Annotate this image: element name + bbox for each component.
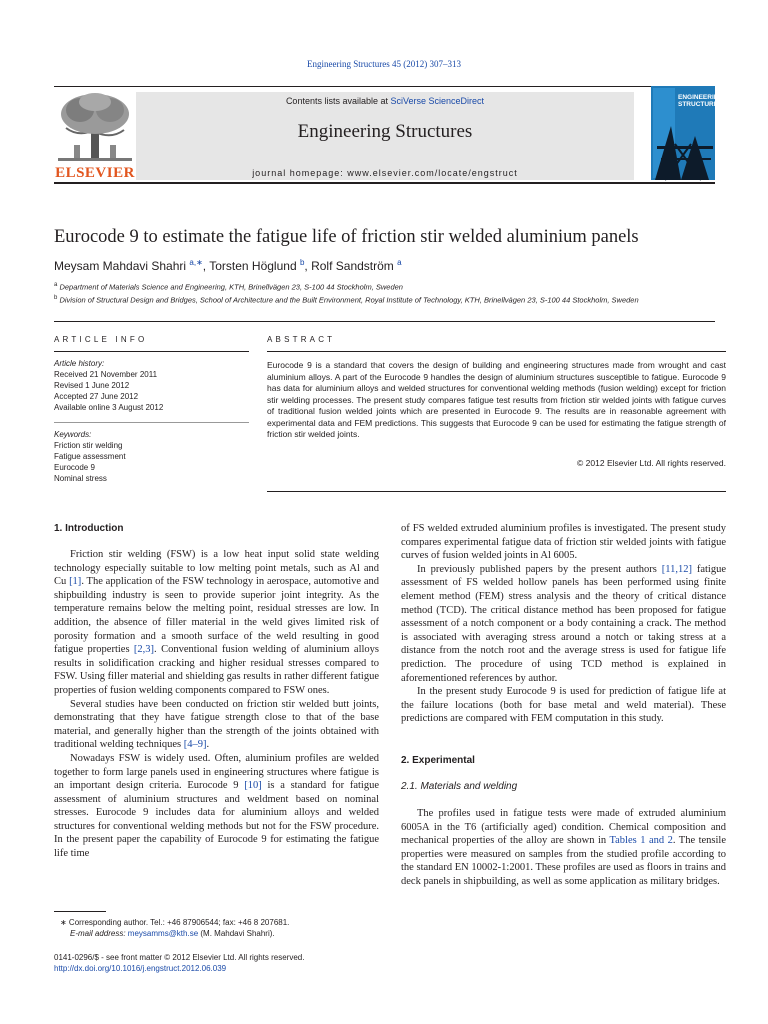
abstract-heading: ABSTRACT [267,335,336,344]
contents-prefix: Contents lists available at [285,96,391,106]
author-name: Meysam Mahdavi Shahri [54,259,187,273]
author-affil-mark[interactable]: a [397,258,402,267]
email-link[interactable]: meysamms@kth.se [127,929,199,938]
corresponding-author-footnote [54,917,384,939]
article-info-heading: ARTICLE INFO [54,335,148,344]
reference-link[interactable]: [10] [244,780,262,792]
body-right-column [401,522,726,889]
section-2-1-heading: 2.1. Materials and welding [401,780,518,792]
author-list [54,258,734,273]
header-top-rule [54,86,715,87]
keyword-item: Nominal stress [54,474,107,483]
author-name: Torsten Höglund [209,259,297,273]
email-label: E-mail address: [70,929,128,938]
abstract-bottom-rule [267,491,726,492]
intro-paragraph-3: Nowadays FSW is widely used. Often, aluminium profiles are welded together to form large panels used in engineering structures where fatigue is an important design criteria. Eurocode 9 [10] is a standard for fatigue assessment of aluminium structures and weldment based on nominal stresses. Eurocode 9 includes data for aluminium alloys and welded structures for conventional welding methods but not for the FSW procedure. In the present paper the capability of Eurocode 9 for estimating the fatigue life time [54,752,379,860]
author-separator: , [304,259,312,273]
issn-line: 0141-0296/$ - see front matter © 2012 Elsevier Ltd. All rights reserved. [54,953,305,962]
section-rule [54,321,715,322]
info-divider [54,422,249,423]
affiliation-b [54,295,734,305]
history-item: Received 21 November 2011 [54,370,158,379]
author-separator: , [202,259,210,273]
author-affil-mark[interactable]: b [299,258,305,267]
keyword-item: Eurocode 9 [54,463,95,472]
affiliation-text: Department of Materials Science and Engineering, KTH, Brinellvägen 23, S-100 44 Stockholm, Sweden [59,282,403,292]
doi-link[interactable]: http://dx.doi.org/10.1016/j.engstruct.2012.06.039 [54,964,227,973]
reference-link[interactable]: [2,3] [133,644,155,656]
contents-line [136,96,634,106]
header-bottom-rule [54,182,715,184]
abstract-rule [267,351,726,352]
keyword-item: Fatigue assessment [54,452,126,461]
intro-paragraph-4: In previously published papers by the present authors [11,12] fatigue assessment of FS welded hollow panels has been performed using finite element method (FEM) stress analysis and the theory of critical distance method (TCD). The critical distance method has been proposed for fatigue assessment of a notch component or a body containing a crack. The method is associated with averaging stress around a notch or taking stress at a distance from the notch root and the average stress is used for fatigue life prediction. The procedure of using TCD method is explained in aforementioned references by author. [401,563,726,684]
cover-title: ENGINEERING STRUCTURES [678,94,724,108]
materials-paragraph: The profiles used in fatigue tests were made of extruded aluminium 6005A in the T6 (artificially aged) condition. Chemical composition and mechanical properties of the alloy are shown in Tables 1 and 2. The tensile properties were measured on samples from the studied profile according to the standard EN 10002-1:2001. These profiles are used as floors in trains and deck panels in shipbuilding, as well as some application as military bridges. [401,808,727,888]
elsevier-wordmark: ELSEVIER [55,165,135,181]
keywords [54,429,249,484]
affiliation-mark: b [54,295,58,301]
intro-paragraph-1: Friction stir welding (FSW) is a low heat input solid state welding technology especially suitable to low melting point metals, such as Al and Cu [1]. The application of the FSW technology in aerospace, automotive and shipbuilding industry is seen to provide superior joint integrity. As the temperature remains below the melting point, residual stresses are low. In addition, the absence of filler material in the weld gives limited risk of porosity formation and a smooth surface of the weld resulting in good fatigue properties [2,3]. Conventional fusion welding of aluminium alloys results in solidification cracking and higher residual stresses compared to FSW. Using filler material and shielding gas results in rather different fatigue properties of fusion welding components compared to FSW ones. [54,549,379,696]
paper-title: Eurocode 9 to estimate the fatigue life of friction stir welded aluminium panels [54,227,639,247]
section-2-heading: 2. Experimental [401,754,475,766]
history-item: Available online 3 August 2012 [54,403,164,412]
reference-link[interactable]: [11,12] [661,563,692,575]
history-item: Accepted 27 June 2012 [54,392,139,401]
affiliation-text: Division of Structural Design and Bridges, School of Architecture and the Built Environment, Royal Institute of Technology, KTH, Brinellvägen 23, S-100 44 Stockholm, Sweden [59,295,639,305]
intro-paragraph-5: In the present study Eurocode 9 is used for prediction of fatigue life at the failure locations (both for base metal and weld material). These predictions are compared with FEM computation in this study. [401,686,726,725]
keywords-label: Keywords: [54,430,92,439]
history-item: Revised 1 June 2012 [54,381,130,390]
affiliation-mark: a [54,282,58,288]
section-1-heading: 1. Introduction [54,523,124,534]
reference-link[interactable]: [1] [69,576,82,588]
keyword-item: Friction stir welding [54,441,123,450]
article-info-rule [54,351,249,352]
sciencedirect-link[interactable]: SciVerse ScienceDirect [390,96,485,106]
affiliation-a [54,282,734,292]
footnote-contact: ∗ Corresponding author. Tel.: +46 87906544; fax: +46 8 207681. [60,918,290,927]
author-name: Rolf Sandström [311,259,394,273]
intro-paragraph-2: Several studies have been conducted on friction stir welded butt joints, demonstrating that they have fatigue strength close to that of the base material, and generally higher than the strength of the joints obtained with traditional welding techniques [4–9]. [54,698,379,751]
article-history-label: Article history: [54,359,105,368]
table-link[interactable]: Tables 1 and 2 [609,835,673,847]
journal-name: Engineering Structures [297,121,473,142]
author-affil-mark[interactable]: a,∗ [189,258,203,267]
article-history [54,358,249,413]
journal-citation[interactable]: Engineering Structures 45 (2012) 307–313 [307,59,461,69]
abstract-text: Eurocode 9 is a standard that covers the design of building and engineering structures made from wrought and cast aluminium alloys. A part of the Eurocode 9 handles the design of aluminium structures susceptible to fatigue. Eurocode 9 has data for aluminium alloys and welded structures for conventional welding methods (fusion welding) except for friction stir welding processes. The present study compares fatigue test results from friction stir welded joints with fatigue curves of traditional fusion welded joints which are presented in Eurocode 9. The results are in reasonable agreement with experimental data and FEM predictions. This suggests that Eurocode 9 can be used for estimating the fatigue strength of friction stir welded joints. [267,360,726,439]
journal-cover-thumbnail [651,86,724,180]
reference-link[interactable]: [4–9] [183,739,207,751]
journal-homepage[interactable]: journal homepage: www.elsevier.com/locate/engstruct [252,168,518,178]
footnote-rule [54,911,106,912]
footnote-email-line [54,928,384,939]
abstract-copyright: © 2012 Elsevier Ltd. All rights reserved. [577,458,726,468]
email-suffix: (M. Mahdavi Shahri). [198,929,275,938]
body-left-column [54,548,379,861]
intro-paragraph-3-continued: of FS welded extruded aluminium profiles is investigated. The present study compares experimental fatigue data of friction stir welded joints with fatigue curves of fusion welded joints in Al 6005. [401,523,726,562]
